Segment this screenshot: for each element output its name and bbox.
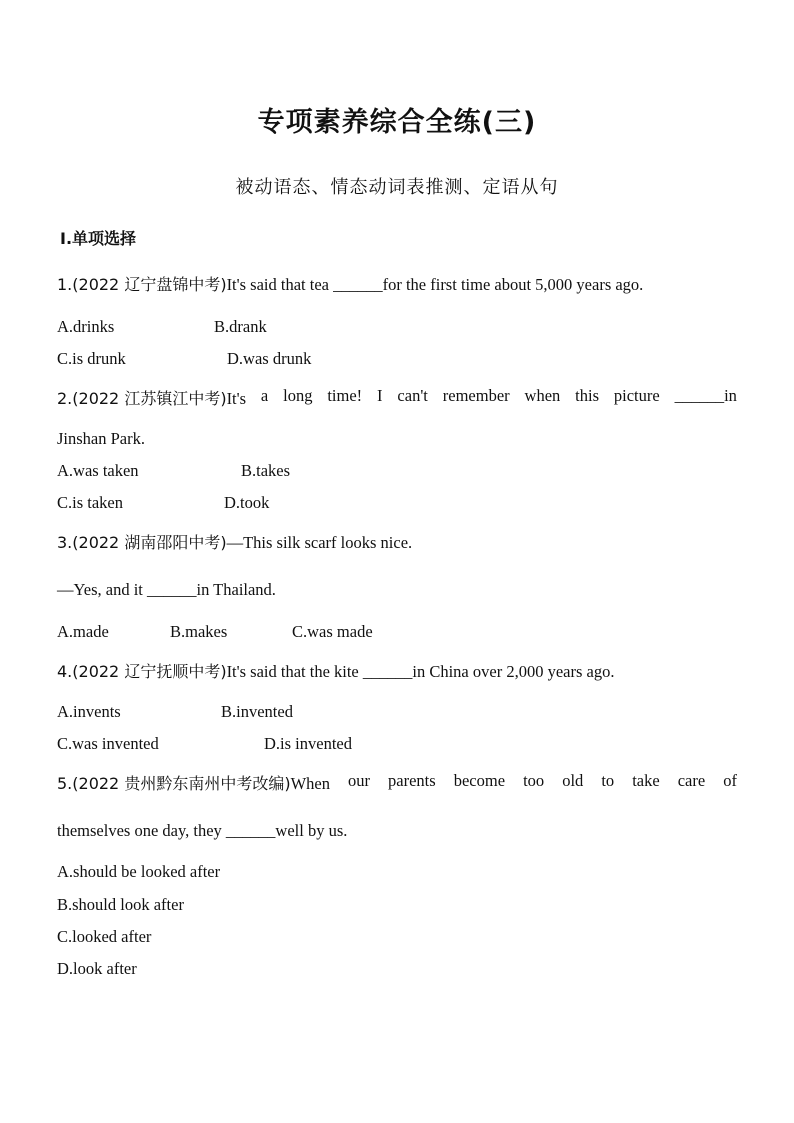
question-2-word: a: [260, 386, 269, 405]
question-5-number: 5.: [57, 774, 73, 793]
question-5-word: become: [453, 771, 506, 790]
question-1-number: 1.: [57, 275, 73, 294]
question-5-word: of: [723, 771, 737, 790]
question-1-stem: It's said that tea ______for the first time about 5,000 years ago.: [226, 275, 644, 294]
question-2-word: remember: [442, 386, 510, 405]
question-2-word: this: [575, 386, 599, 405]
question-5-word: to: [601, 771, 615, 790]
question-4-option-d: D.is invented: [264, 734, 352, 753]
question-3-option-b: B.makes: [170, 622, 228, 641]
question-2-word: long: [283, 386, 313, 405]
question-4-source: (2022 辽宁抚顺中考): [72, 662, 227, 681]
question-1-option-c: C.is drunk: [57, 349, 126, 368]
question-5: [57, 771, 737, 794]
page-title: 专项素养综合全练(三): [257, 107, 537, 138]
question-5-word: When: [290, 774, 330, 793]
question-1-option-a: A.drinks: [57, 317, 115, 336]
question-3: [57, 530, 412, 553]
question-2-word: time!: [327, 386, 363, 405]
question-5-word: parents: [388, 771, 436, 790]
question-2-word: I: [377, 386, 383, 405]
page-subtitle: 被动语态、情态动词表推测、定语从句: [235, 177, 559, 198]
question-4-number: 4.: [57, 662, 73, 681]
question-3-source: (2022 湖南邵阳中考): [72, 533, 227, 552]
section-heading: Ⅰ.单项选择: [60, 229, 137, 248]
question-2-word: picture: [613, 386, 660, 405]
question-2-word: when: [524, 386, 561, 405]
question-2-word: can't: [397, 386, 428, 405]
question-1: [57, 272, 643, 295]
question-4: [57, 659, 614, 682]
question-5-word: care: [677, 771, 706, 790]
question-2-option-c: C.is taken: [57, 493, 123, 512]
question-1-option-b: B.drank: [214, 317, 267, 336]
question-5-source: (2022 贵州黔东南州中考改编): [72, 774, 291, 793]
question-5-word: old: [562, 771, 584, 790]
question-5-option-a: A.should be looked after: [57, 862, 221, 881]
question-2-source: (2022 江苏镇江中考): [72, 389, 227, 408]
question-2-word: It's: [226, 389, 247, 408]
question-3-number: 3.: [57, 533, 73, 552]
question-3-option-c: C.was made: [292, 622, 373, 641]
question-4-option-a: A.invents: [57, 702, 121, 721]
question-3-option-a: A.made: [57, 622, 109, 641]
question-2-word: ______in: [674, 386, 737, 405]
question-2-stem-continued: Jinshan Park.: [57, 429, 145, 448]
question-5-word: take: [632, 771, 660, 790]
question-1-option-d: D.was drunk: [227, 349, 312, 368]
question-4-stem: It's said that the kite ______in China over 2,000 years ago.: [226, 662, 615, 681]
question-5-option-d: D.look after: [57, 959, 137, 978]
question-5-option-c: C.looked after: [57, 927, 152, 946]
question-2: [57, 386, 737, 409]
question-5-stem-continued: themselves one day, they ______well by us.: [57, 821, 348, 840]
question-2-option-b: B.takes: [241, 461, 291, 480]
question-2-number: 2.: [57, 389, 73, 408]
question-5-word: too: [523, 771, 545, 790]
question-4-option-b: B.invented: [221, 702, 293, 721]
question-5-word: our: [348, 771, 370, 790]
question-3-stem: —This silk scarf looks nice.: [226, 533, 413, 552]
question-5-option-b: B.should look after: [57, 895, 184, 914]
question-1-source: (2022 辽宁盘锦中考): [72, 275, 227, 294]
question-2-option-d: D.took: [224, 493, 270, 512]
question-4-option-c: C.was invented: [57, 734, 159, 753]
question-3-stem-continued: —Yes, and it ______in Thailand.: [57, 580, 276, 599]
question-2-option-a: A.was taken: [57, 461, 139, 480]
